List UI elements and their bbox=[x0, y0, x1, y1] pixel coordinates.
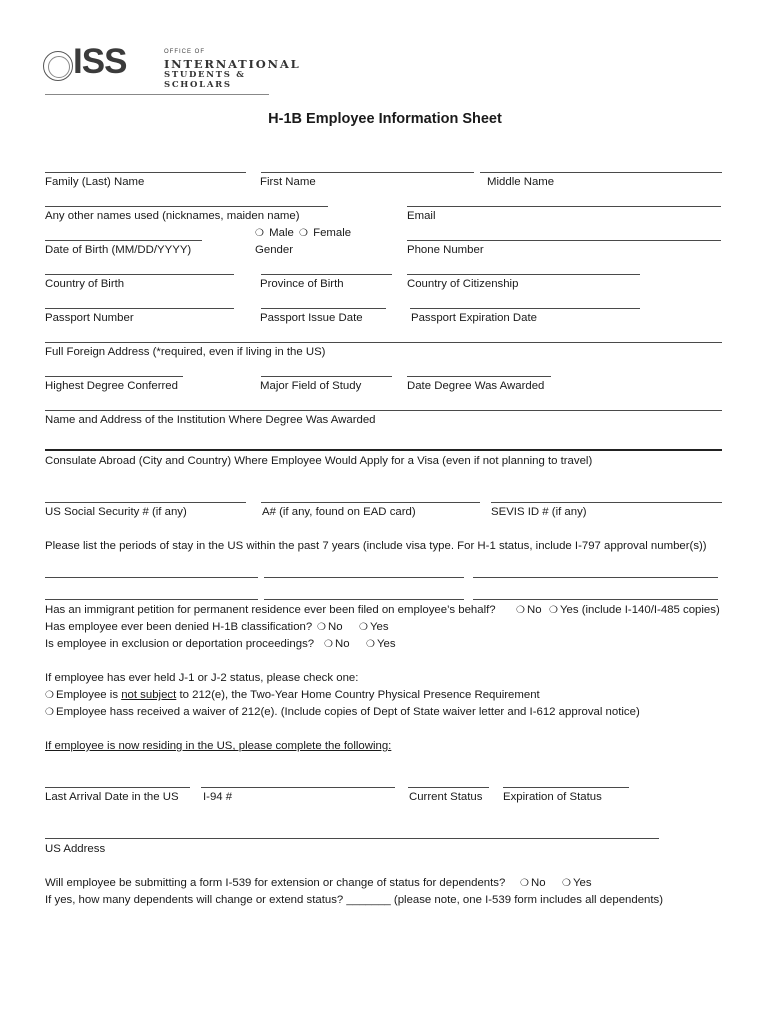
deportation-text: Is employee in exclusion or deportation proceedings? bbox=[45, 638, 315, 650]
family-name-line bbox=[45, 172, 246, 173]
institution-label: Name and Address of the Institution Where Degree Was Awarded bbox=[45, 414, 376, 426]
stay-line-2 bbox=[264, 577, 464, 578]
first-name-label: First Name bbox=[260, 176, 316, 188]
immigrant-petition-question bbox=[45, 604, 496, 616]
ssn-line bbox=[45, 502, 246, 503]
i539-no-option[interactable] bbox=[520, 877, 546, 889]
us-address-line bbox=[45, 838, 659, 839]
checkbox-icon: ❍ bbox=[549, 605, 558, 616]
i94-line bbox=[201, 787, 395, 788]
passport-issue-line bbox=[261, 308, 386, 309]
stay-line-3 bbox=[473, 577, 718, 578]
us-address-label: US Address bbox=[45, 843, 106, 855]
a-number-label: A# (if any, found on EAD card) bbox=[262, 506, 416, 518]
sevis-label: SEVIS ID # (if any) bbox=[491, 506, 587, 518]
dependents-count-input[interactable] bbox=[350, 891, 394, 909]
date-degree-label: Date Degree Was Awarded bbox=[407, 380, 545, 392]
logo-international: INTERNATIONAL bbox=[164, 57, 301, 71]
q2-no-label: No bbox=[327, 621, 343, 633]
q1-yes-option[interactable] bbox=[549, 604, 720, 616]
page-title: H-1B Employee Information Sheet bbox=[268, 111, 502, 127]
stay-line-6 bbox=[473, 599, 718, 600]
a-number-line bbox=[261, 502, 480, 503]
first-name-input[interactable] bbox=[261, 155, 474, 173]
highest-degree-label: Highest Degree Conferred bbox=[45, 380, 178, 392]
major-field-input[interactable] bbox=[261, 359, 392, 377]
current-status-label: Current Status bbox=[409, 791, 483, 803]
major-field-line bbox=[261, 376, 392, 377]
expiration-status-label: Expiration of Status bbox=[503, 791, 602, 803]
checkbox-icon: ❍ bbox=[562, 878, 571, 889]
last-arrival-label: Last Arrival Date in the US bbox=[45, 791, 179, 803]
j1-intro: If employee has ever held J-1 or J-2 status, please check one: bbox=[45, 672, 359, 684]
family-name-input[interactable] bbox=[45, 155, 246, 173]
male-label: Male bbox=[269, 227, 294, 239]
middle-name-line bbox=[480, 172, 722, 173]
checkbox-icon: ❍ bbox=[324, 639, 333, 650]
i539-question: Will employee be submitting a form I-539 for extension or change of status for dependents? bbox=[45, 877, 506, 889]
consulate-line bbox=[45, 449, 722, 451]
j1-opt1-text-a: Employee is bbox=[55, 689, 122, 701]
periods-of-stay-label: Please list the periods of stay in the US within the past 7 years (include visa type. For H-1 status, include I-797 approval number(s)) bbox=[45, 540, 707, 552]
checkbox-icon: ❍ bbox=[45, 707, 54, 718]
immigrant-petition-text: Has an immigrant petition for permanent residence ever been filed on employee’s behalf? bbox=[45, 604, 496, 616]
province-birth-label: Province of Birth bbox=[260, 278, 344, 290]
i539-yes-option[interactable] bbox=[562, 877, 592, 889]
gender-label: Gender bbox=[255, 244, 293, 256]
iss-logo bbox=[43, 42, 301, 90]
q3-no-label: No bbox=[334, 638, 350, 650]
q3-yes-option[interactable] bbox=[366, 638, 396, 650]
q1-yes-label: Yes (include I-140/I-485 copies) bbox=[559, 604, 720, 616]
middle-name-label: Middle Name bbox=[487, 176, 555, 188]
checkbox-icon: ❍ bbox=[359, 622, 368, 633]
country-birth-line bbox=[45, 274, 234, 275]
highest-degree-line bbox=[45, 376, 183, 377]
foreign-address-label: Full Foreign Address (*required, even if living in the US) bbox=[45, 346, 326, 358]
j1-opt2-text: Employee hass received a waiver of 212(e). (Include copies of Dept of State waiver letter and I-612 approval notice) bbox=[55, 706, 640, 718]
checkbox-icon: ❍ bbox=[520, 878, 529, 889]
q2-yes-option[interactable] bbox=[359, 621, 389, 633]
passport-number-line bbox=[45, 308, 234, 309]
j1-opt1-text-c: to 212(e), the Two-Year Home Country Physical Presence Requirement bbox=[176, 689, 540, 701]
date-degree-input[interactable] bbox=[407, 359, 551, 377]
j1-opt1-text-b: not subject bbox=[121, 689, 177, 701]
i539-yes-label: Yes bbox=[572, 877, 592, 889]
gender-male-option[interactable] bbox=[255, 227, 294, 239]
passport-number-input[interactable] bbox=[45, 291, 234, 309]
phone-label: Phone Number bbox=[407, 244, 484, 256]
other-names-label: Any other names used (nicknames, maiden name) bbox=[45, 210, 300, 222]
country-birth-label: Country of Birth bbox=[45, 278, 125, 290]
highest-degree-input[interactable] bbox=[45, 359, 183, 377]
country-citizenship-input[interactable] bbox=[407, 257, 640, 275]
email-input[interactable] bbox=[407, 189, 721, 207]
q3-no-option[interactable] bbox=[324, 638, 350, 650]
logo-iss: ISS bbox=[73, 42, 127, 81]
first-name-line bbox=[261, 172, 474, 173]
h1b-denied-text: Has employee ever been denied H-1B classification? bbox=[45, 621, 313, 633]
consulate-label: Consulate Abroad (City and Country) Where Employee Would Apply for a Visa (even if not planning to travel) bbox=[45, 455, 593, 467]
province-birth-input[interactable] bbox=[261, 257, 392, 275]
ssn-label: US Social Security # (if any) bbox=[45, 506, 187, 518]
major-field-label: Major Field of Study bbox=[260, 380, 362, 392]
checkbox-icon: ❍ bbox=[317, 622, 326, 633]
passport-issue-label: Passport Issue Date bbox=[260, 312, 363, 324]
dependents-text: If yes, how many dependents will change or extend status? _______ (please note, one I-539 form includes all dependents) bbox=[45, 894, 664, 906]
q1-no-option[interactable] bbox=[516, 604, 542, 616]
checkbox-icon: ❍ bbox=[255, 228, 264, 239]
checkbox-icon: ❍ bbox=[299, 228, 308, 239]
dob-line bbox=[45, 240, 202, 241]
middle-name-input[interactable] bbox=[480, 155, 722, 173]
globe-icon bbox=[43, 51, 73, 81]
logo-office-of: OFFICE OF bbox=[164, 49, 205, 55]
country-birth-input[interactable] bbox=[45, 257, 234, 275]
foreign-address-input[interactable] bbox=[45, 325, 722, 343]
last-arrival-line bbox=[45, 787, 190, 788]
institution-input[interactable] bbox=[45, 393, 722, 411]
j1-not-subject-option[interactable] bbox=[45, 689, 540, 701]
q2-yes-label: Yes bbox=[369, 621, 389, 633]
q3-yes-label: Yes bbox=[376, 638, 396, 650]
a-number-input[interactable] bbox=[261, 485, 480, 503]
sevis-input[interactable] bbox=[491, 485, 722, 503]
female-label: Female bbox=[313, 227, 352, 239]
q2-no-option[interactable] bbox=[317, 621, 343, 633]
logo-students-scholars: STUDENTS & SCHOLARS bbox=[164, 70, 246, 90]
q1-no-label: No bbox=[526, 604, 542, 616]
passport-number-label: Passport Number bbox=[45, 312, 134, 324]
passport-expiration-label: Passport Expiration Date bbox=[411, 312, 537, 324]
checkbox-icon: ❍ bbox=[366, 639, 375, 650]
country-citizenship-line bbox=[407, 274, 640, 275]
i539-no-label: No bbox=[530, 877, 546, 889]
passport-expiration-line bbox=[410, 308, 640, 309]
logo-divider bbox=[45, 94, 269, 95]
checkbox-icon: ❍ bbox=[45, 690, 54, 701]
other-names-input[interactable] bbox=[45, 189, 328, 207]
country-citizenship-label: Country of Citizenship bbox=[407, 278, 519, 290]
phone-line bbox=[407, 240, 721, 241]
family-name-label: Family (Last) Name bbox=[45, 176, 145, 188]
consulate-input[interactable] bbox=[45, 432, 722, 450]
date-degree-line bbox=[407, 376, 551, 377]
expiration-status-line bbox=[503, 787, 629, 788]
j1-waiver-option[interactable] bbox=[45, 706, 640, 718]
residing-heading: If employee is now residing in the US, please complete the following: bbox=[45, 740, 392, 752]
i94-label: I-94 # bbox=[203, 791, 233, 803]
stay-line-4 bbox=[45, 599, 258, 600]
province-birth-line bbox=[261, 274, 392, 275]
stay-line-1 bbox=[45, 577, 258, 578]
dob-label: Date of Birth (MM/DD/YYYY) bbox=[45, 244, 192, 256]
email-line bbox=[407, 206, 721, 207]
current-status-line bbox=[408, 787, 489, 788]
foreign-address-line bbox=[45, 342, 722, 343]
sevis-line bbox=[491, 502, 722, 503]
institution-line bbox=[45, 410, 722, 411]
passport-expiration-input[interactable] bbox=[410, 291, 640, 309]
stay-line-5 bbox=[264, 599, 464, 600]
ssn-input[interactable] bbox=[45, 485, 246, 503]
checkbox-icon: ❍ bbox=[516, 605, 525, 616]
other-names-line bbox=[45, 206, 328, 207]
gender-female-option[interactable] bbox=[299, 227, 351, 239]
email-label: Email bbox=[407, 210, 436, 222]
passport-issue-input[interactable] bbox=[261, 291, 386, 309]
